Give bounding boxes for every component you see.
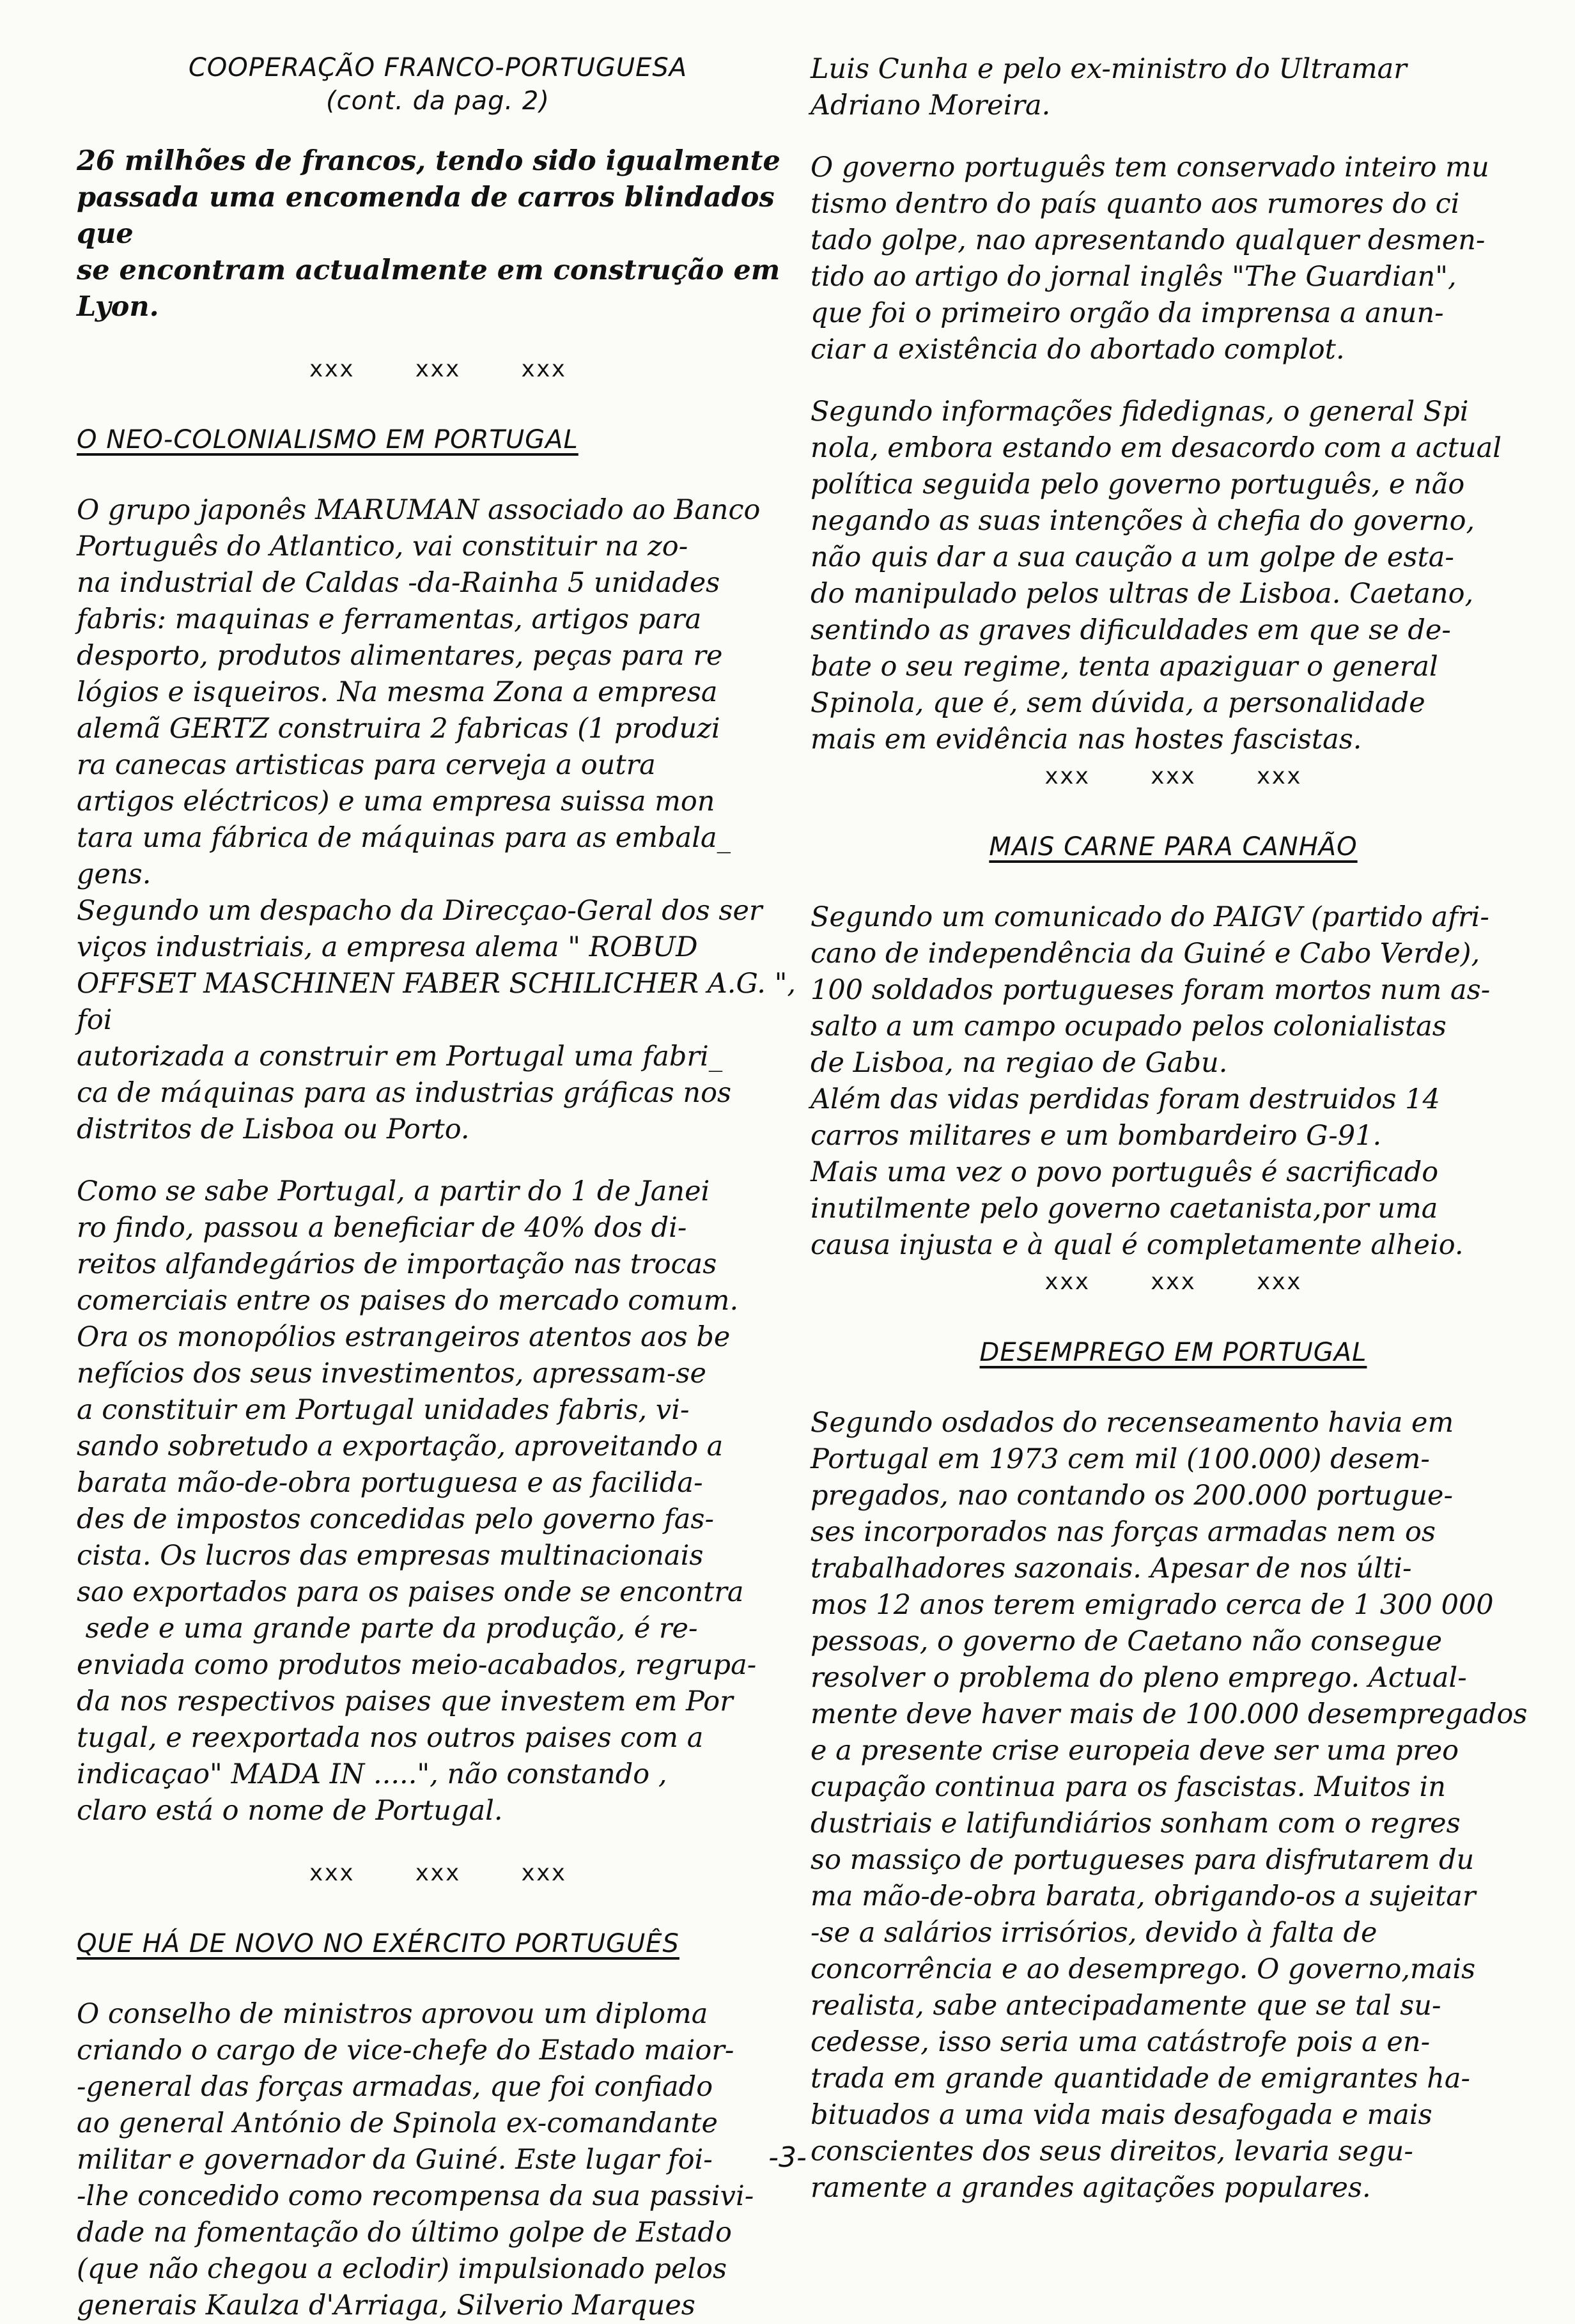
article-title-carne-canhao: MAIS CARNE PARA CANHÃO: [989, 832, 1358, 862]
left-column: [77, 51, 799, 2324]
paragraph-vice-chefe: O conselho de ministros aprovou um diploma criando o cargo de vice-chefe do Estado maior- -general das forças armadas, que foi confiado ao general António de Spinola ex-comandante militar e governador da Guiné. Este lugar foi- -lhe concedido como recompensa da sua passivi- dade na fomentação do último golpe de Estado (que não chegou a eclodir) impulsionado pelos generais Kaulza d'Arriaga, Silverio Marques: [77, 1998, 754, 2321]
separator-xxx: xxx xxx xxx: [309, 356, 567, 382]
continued-note: (cont. da pag. 2): [326, 86, 550, 116]
paragraph-robud: Segundo um despacho da Direcçao-Geral dos ser viços industriais, a empresa alema " ROBUD OFFSET MASCHINEN FABER SCHILICHER A.G. ", foi autorizada a construir em Portugal uma fabri_ ca de máquinas para as industrias gráficas nos distritos de Lisboa ou Porto.: [77, 895, 796, 1145]
paragraph-governo-mutismo: O governo português tem conservado inteiro mu tismo dentro do país quanto aos rumores do ci tado golpe, nao apresentando qualquer desmen- tido ao artigo do jornal inglês "The Guardian", que foi o primeiro orgão da imprensa a anun- ciar a existência do abortado complot.: [811, 151, 1489, 366]
paragraph-spinola: Segundo informações fidedignas, o general Spi nola, embora estando em desacordo com a actual política seguida pelo governo português, e não negando as suas intenções à chefia do governo, não quis dar a sua caução a um golpe de esta- do manipulado pelos ultras de Lisboa. Caetano, sentindo as graves dificuldades em que se de- bate o seu regime, tenta apaziguar o general Spinola, que é, sem dúvida, a personalidade mais em evidência nas hostes fascistas.: [811, 396, 1501, 755]
article-title-neo-colonialismo: O NEO-COLONIALISMO EM PORTUGAL: [77, 425, 578, 454]
separator-xxx: xxx xxx xxx: [1044, 763, 1302, 789]
paragraph-maruman: O grupo japonês MARUMAN associado ao Banco Português do Atlantico, vai constituir na zo- na industrial de Caldas -da-Rainha 5 unidades fabris: maquinas e ferramentas, artigos para desporto, produtos alimentares, peças para re lógios e isqueiros. Na mesma Zona a empresa alemã GERTZ construira 2 fabricas (1 produzi ra canecas artisticas para cerveja a outra artigos eléctricos) e uma empresa suissa mon tara uma fábrica de máquinas para as embala_ gens.: [77, 494, 761, 890]
paragraph-desemprego: Segundo osdados do recenseamento havia em Portugal em 1973 cem mil (100.000) desem- pregados, nao contando os 200.000 portugue- ses incorporados nas forças armadas nem os trabalhadores sazonais. Apesar de nos últi- mos 12 anos terem emigrado cerca de 1 300 000 pessoas, o governo de Caetano não consegue resolver o problema do pleno emprego. Actual- mente deve haver mais de 100.000 desempregados e a presente crise europeia deve ser uma preo cupação continua para os fascistas. Muitos in dustriais e latifundiários sonham com o regres so massiço de portugueses para disfrutarem du ma mão-de-obra barata, obrigando-os a sujeitar -se a salários irrisórios, devido à falta de concorrência e ao desemprego. O governo,mais realista, sabe antecipadamente que se tal su- cedesse, isso seria uma catástrofe pois a en- trada em grande quantidade de emigrantes ha- bituados a uma vida mais desafogada e mais conscientes dos seus direitos, levaria segu- ramente a grandes agitações populares.: [811, 1407, 1528, 2204]
paragraph-luis-cunha: Luis Cunha e pelo ex-ministro do Ultramar Adriano Moreira.: [811, 53, 1407, 121]
separator-xxx: xxx xxx xxx: [309, 1860, 567, 1886]
paragraph-paigv: Segundo um comunicado do PAIGV (partido afri- cano de independência da Guiné e Cabo Verde), 100 soldados portugueses foram mortos num as- salto a um campo ocupado pelos colonialistas de Lisboa, na regiao de Gabu. Além das vidas perdidas foram destruidos 14 carros militares e um bombardeiro G-91. Mais uma vez o povo português é sacrificado inutilmente pelo governo caetanista,por uma causa injusta e à qual é completamente alheio.: [811, 901, 1491, 1261]
article-title-cooperacao: COOPERAÇÃO FRANCO-PORTUGUESA: [188, 53, 688, 82]
right-column: [811, 51, 1536, 2206]
article-title-desemprego: DESEMPREGO EM PORTUGAL: [979, 1338, 1367, 1367]
page-number: -3-: [768, 2141, 807, 2174]
article-title-exercito: QUE HÁ DE NOVO NO EXÉRCITO PORTUGUÊS: [77, 1929, 679, 1958]
paragraph-cooperacao-cont: 26 milhões de francos, tendo sido igualmente passada uma encomenda de carros blindados que se encontram actualmente em construção em Lyon.: [77, 145, 780, 323]
paragraph-mercado-comum: Como se sabe Portugal, a partir do 1 de Janei ro findo, passou a beneficiar de 40% dos di- reitos alfandegários de importação nas trocas comerciais entre os paises do mercado comum. Ora os monopólios estrangeiros atentos aos be nefícios dos seus investimentos, apressam-se a constituir em Portugal unidades fabris, vi- sando sobretudo a exportação, aproveitando a barata mão-de-obra portuguesa e as facilida- des de impostos concedidas pelo governo fas- cista. Os lucros das empresas multinacionais sao exportados para os paises onde se encontra sede e uma grande parte da produção, é re- enviada como produtos meio-acabados, regrupa- da nos respectivos paises que investem em Por tugal, e reexportada nos outros paises com a indicaçao" MADA IN .....", não constando , claro está o nome de Portugal.: [77, 1175, 757, 1827]
separator-xxx: xxx xxx xxx: [1044, 1269, 1302, 1295]
